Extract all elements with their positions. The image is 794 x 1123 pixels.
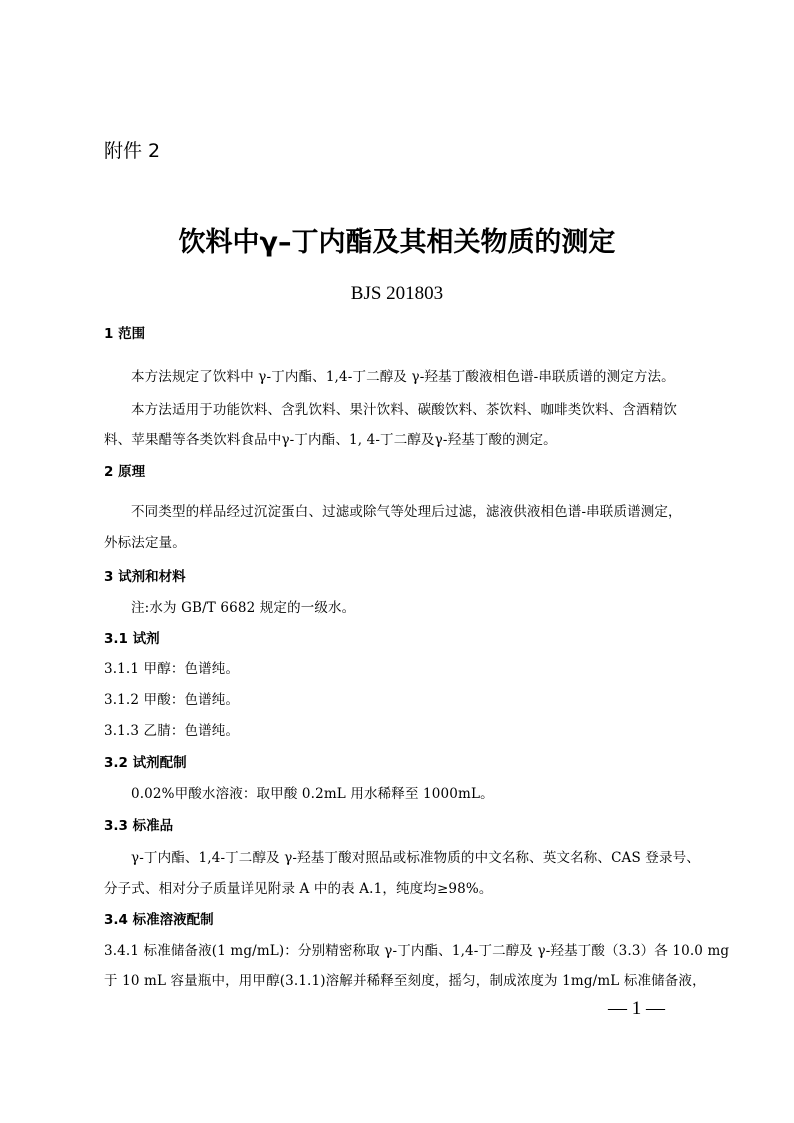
- section-3-3-paragraph-line-2: 分子式、相对分子质量详见附录 A 中的表 A.1，纯度均≥98%。: [104, 881, 493, 897]
- section-1-paragraph-2-line-2: 料、苹果醋等各类饮料食品中γ-丁内酯、1, 4-丁二醇及γ-羟基丁酸的测定。: [104, 432, 557, 448]
- section-2-paragraph-line-1: 不同类型的样品经过沉淀蛋白、过滤或除气等处理后过滤，滤液供液相色谱-串联质谱测定，: [131, 504, 682, 520]
- section-1-paragraph-2-line-1: 本方法适用于功能饮料、含乳饮料、果汁饮料、碳酸饮料、茶饮料、咖啡类饮料、含酒精饮: [131, 402, 677, 418]
- section-3-4-1-line-2: 于 10 mL 容量瓶中，用甲醇(3.1.1)溶解并稀释至刻度，摇匀，制成浓度为 1mg/mL 标准储备液，: [104, 973, 706, 989]
- page-number: — 1 —: [608, 998, 665, 1019]
- section-3-1-heading: 3.1 试剂: [104, 631, 160, 647]
- section-3-1-2: 3.1.2 甲酸：色谱纯。: [104, 692, 240, 708]
- section-3-2-paragraph: 0.02%甲酸水溶液：取甲酸 0.2mL 用水稀释至 1000mL。: [131, 786, 494, 802]
- section-3-note: 注:水为 GB/T 6682 规定的一级水。: [131, 600, 356, 616]
- section-3-1-1: 3.1.1 甲醇：色谱纯。: [104, 661, 240, 677]
- section-3-3-paragraph-line-1: γ-丁内酯、1,4-丁二醇及 γ-羟基丁酸对照品或标准物质的中文名称、英文名称、CAS 登录号、: [131, 850, 700, 866]
- section-3-4-1-line-1: 3.4.1 标准储备液(1 mg/mL)：分别精密称取 γ-丁内酯、1,4-丁二醇及 γ-羟基丁酸（3.3）各 10.0 mg: [104, 943, 730, 959]
- section-3-1-3: 3.1.3 乙腈：色谱纯。: [104, 723, 240, 739]
- document-title: 饮料中γ–丁内酯及其相关物质的测定: [178, 227, 616, 258]
- section-2-paragraph-line-2: 外标法定量。: [104, 535, 186, 551]
- standard-code: BJS 201803: [350, 283, 444, 304]
- section-1-paragraph-1: 本方法规定了饮料中 γ-丁内酯、1,4-丁二醇及 γ-羟基丁酸液相色谱-串联质谱的测定方法。: [131, 369, 675, 385]
- section-3-4-heading: 3.4 标准溶液配制: [104, 912, 214, 928]
- attachment-label: 附件 2: [104, 140, 161, 162]
- section-2-heading: 2 原理: [104, 464, 146, 480]
- section-3-3-heading: 3.3 标准品: [104, 818, 174, 834]
- section-3-heading: 3 试剂和材料: [104, 569, 186, 585]
- section-3-2-heading: 3.2 试剂配制: [104, 755, 187, 771]
- section-1-heading: 1 范围: [104, 326, 146, 342]
